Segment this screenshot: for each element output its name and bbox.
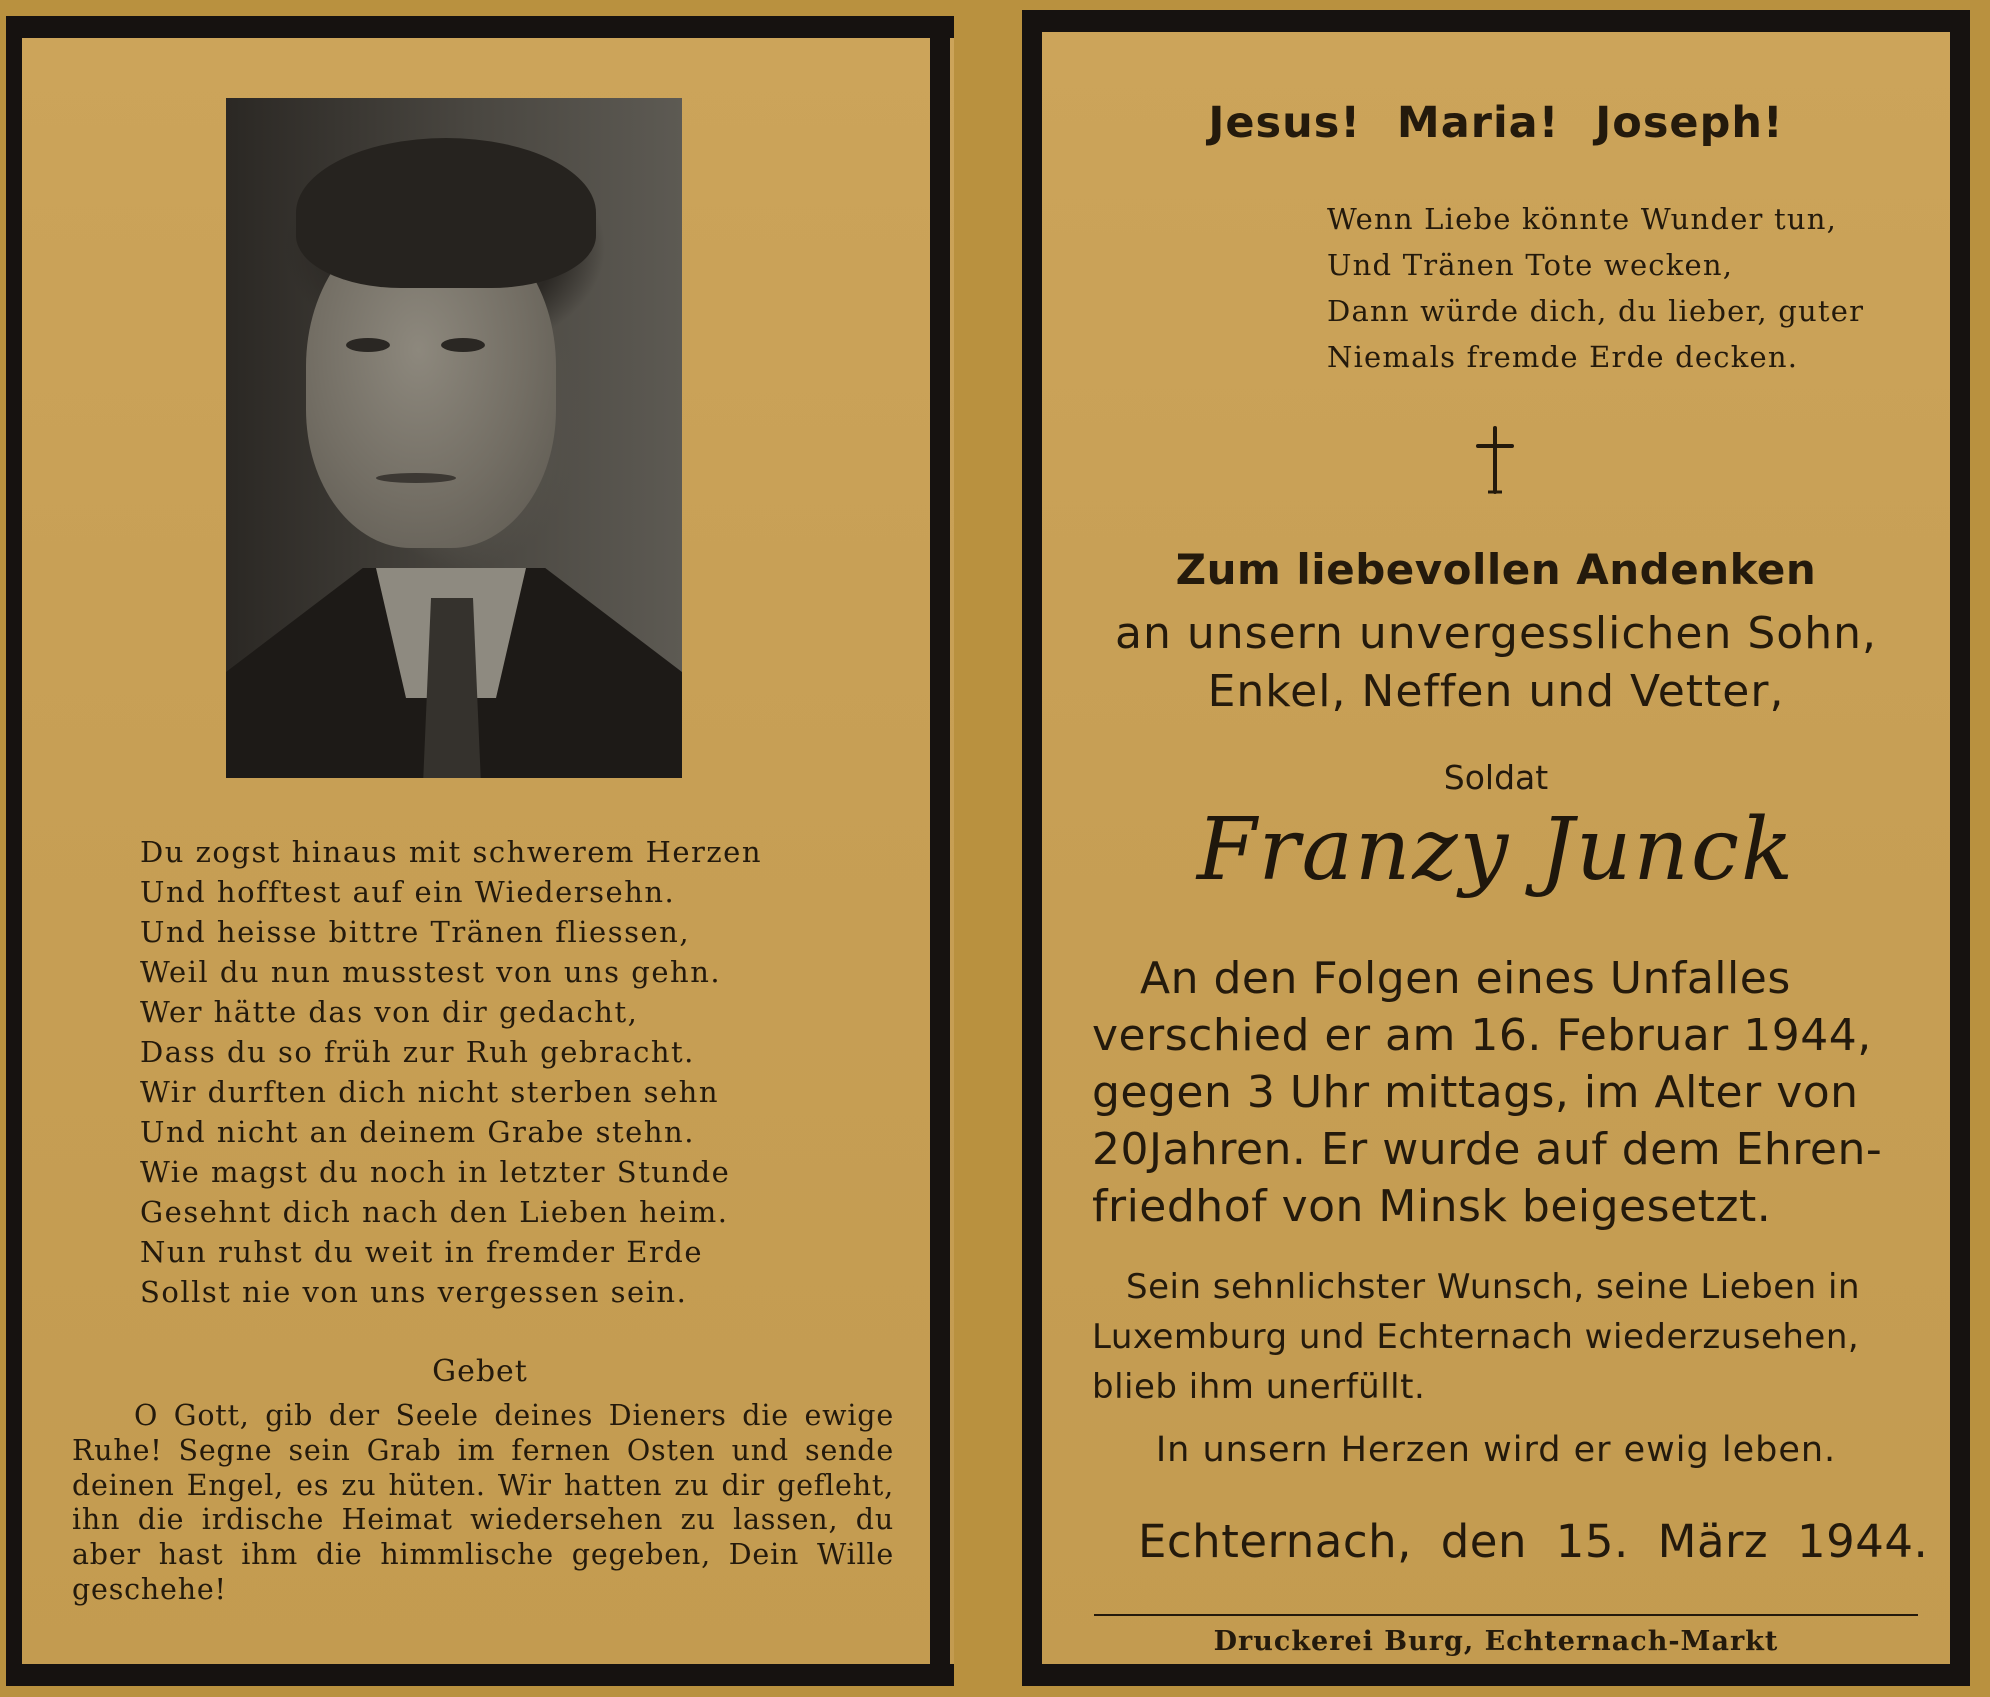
right-card	[1022, 10, 1970, 1686]
poem-line: Gesehnt dich nach den Lieben heim.	[140, 1195, 729, 1229]
notice-line: gegen 3 Uhr mittags, im Alter von	[1092, 1067, 1859, 1118]
epitaph-poem	[1327, 196, 1947, 380]
printer-imprint: Druckerei Burg, Echternach-Markt	[1213, 1626, 1779, 1657]
prayer-title: Gebet	[432, 1354, 528, 1389]
poem-line: Wenn Liebe könnte Wunder tun,	[1327, 202, 1838, 236]
poem-line: Und hofftest auf ein Wiedersehn.	[140, 875, 676, 909]
poem-line: Du zogst hinaus mit schwerem Herzen	[140, 835, 763, 869]
poem-line: Sollst nie von uns vergessen sein.	[140, 1275, 688, 1309]
notice-line: friedhof von Minsk beigesetzt.	[1092, 1181, 1772, 1232]
right-border	[930, 36, 950, 1686]
poem-line: Und heisse bittre Tränen fliessen,	[140, 915, 691, 949]
cross-icon	[1470, 424, 1520, 496]
wish-line: Sein sehnlichster Wunsch, seine Lieben in	[1126, 1267, 1861, 1307]
poem-line: Wie magst du noch in letzter Stunde	[140, 1155, 731, 1189]
top-border	[6, 16, 954, 38]
bottom-border	[6, 1664, 954, 1686]
poem-line: Weil du nun musstest von uns gehn.	[140, 955, 722, 989]
memorial-title: Zum liebevollen Andenken	[1175, 545, 1817, 594]
left-card	[6, 16, 954, 1686]
closing-line: In unsern Herzen wird er ewig leben.	[1155, 1430, 1837, 1470]
place-and-date: Echternach, den 15. März 1944.	[1138, 1515, 1929, 1568]
poem-line: Dann würde dich, du lieber, guter	[1327, 294, 1865, 328]
divider	[1094, 1614, 1918, 1616]
poem-line: Nun ruhst du weit in fremder Erde	[140, 1235, 704, 1269]
dedication	[1022, 605, 1970, 721]
last-wish	[1092, 1262, 1920, 1412]
poem-line: Wer hätte das von dir gedacht,	[140, 995, 639, 1029]
bottom-border	[1022, 1664, 1970, 1686]
poem-line: Und Tränen Tote wecken,	[1327, 248, 1734, 282]
poem-line: Niemals fremde Erde decken.	[1327, 340, 1799, 374]
portrait-photo	[226, 98, 682, 778]
memorial-poem	[140, 832, 860, 1312]
prayer-text: O Gott, gib der Seele deines Dieners die ewige Ruhe! Segne sein Grab im fernen Osten und sende deinen Engel, es zu hüten. Wir hatten zu dir gefleht, ihn die irdische Heimat wiedersehen zu lassen, du aber hast ihm die himmlische gegeben, Dein Wille geschehe!	[72, 1399, 894, 1606]
left-border	[6, 16, 22, 1686]
deceased-name: Franzy Junck	[1196, 800, 1796, 900]
dedication-line: Enkel, Neffen und Vetter,	[1207, 666, 1785, 717]
poem-line: Und nicht an deinem Grabe stehn.	[140, 1115, 695, 1149]
wish-line: Luxemburg und Echternach wiederzusehen,	[1092, 1317, 1860, 1357]
notice-line: verschied er am 16. Februar 1944,	[1092, 1010, 1872, 1061]
top-border	[1022, 10, 1970, 32]
death-notice	[1092, 950, 1920, 1235]
notice-line: 20Jahren. Er wurde auf dem Ehren-	[1092, 1124, 1883, 1175]
rank-label: Soldat	[1443, 758, 1549, 797]
dedication-line: an unsern unvergesslichen Sohn,	[1115, 608, 1877, 659]
holy-family-heading: Jesus! Maria! Joseph!	[1208, 98, 1784, 148]
poem-line: Wir durften dich nicht sterben sehn	[140, 1075, 720, 1109]
wish-line: blieb ihm unerfüllt.	[1092, 1367, 1426, 1407]
poem-line: Dass du so früh zur Ruh gebracht.	[140, 1035, 695, 1069]
notice-line: An den Folgen eines Unfalles	[1140, 953, 1791, 1004]
